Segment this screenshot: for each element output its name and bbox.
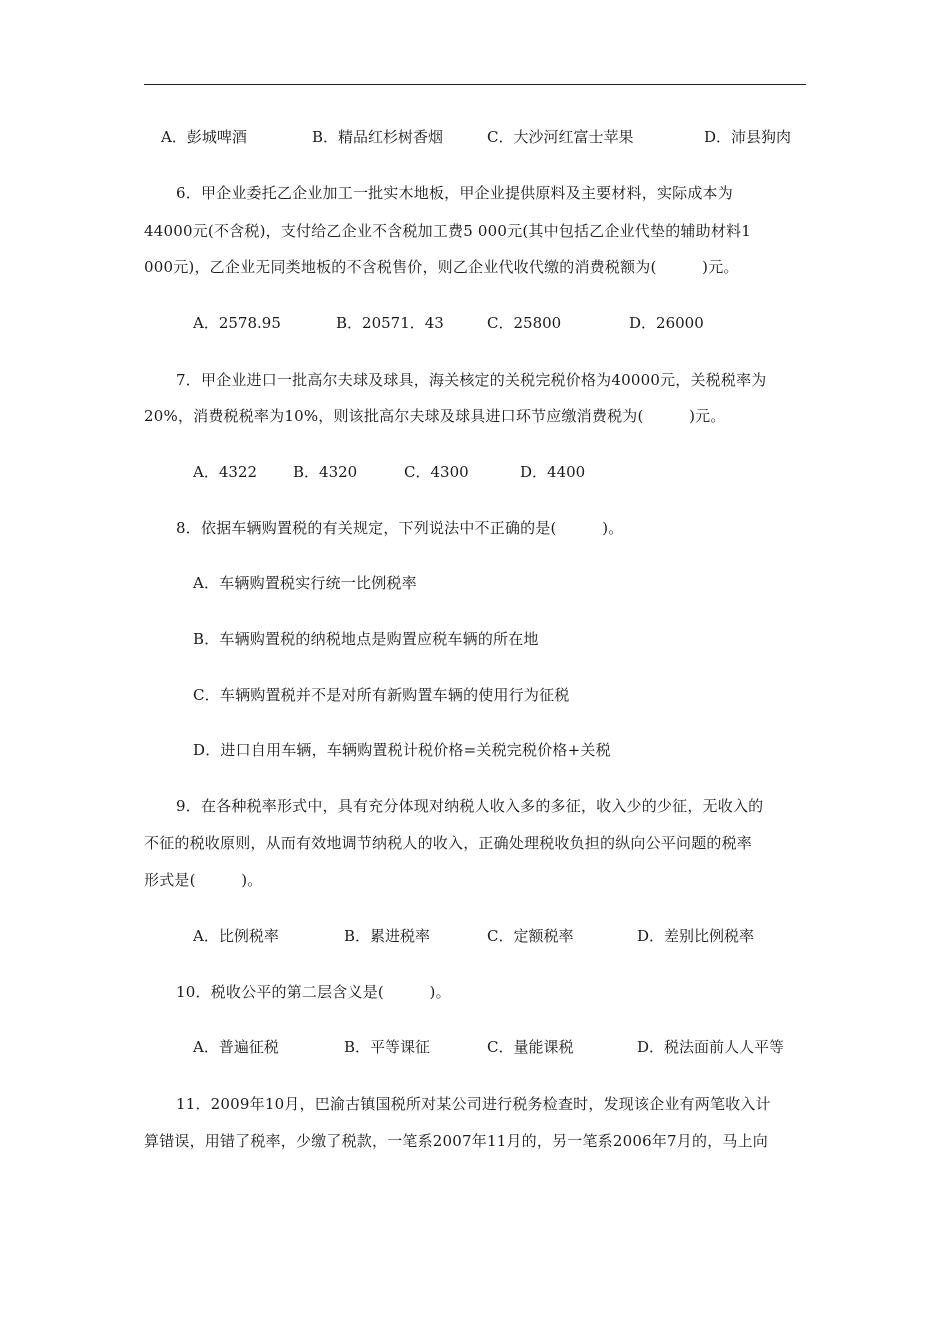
question-6-line-2: 44000元(不含税)，支付给乙企业不含税加工费5 000元(其中包括乙企业代垫的辅助材料1	[144, 222, 751, 240]
question-8-line-1: 8．依据车辆购置税的有关规定，下列说法中不正确的是( )。	[176, 519, 624, 537]
option-d: D．4400	[520, 463, 586, 481]
option-b: B．20571．43	[336, 314, 444, 332]
question-11-line-2: 算错误，用错了税率，少缴了税款，一笔系2007年11月的，另一笔系2006年7月的，马上向	[144, 1132, 768, 1150]
question-10-line-1: 10．税收公平的第二层含义是( )。	[176, 983, 451, 1001]
option-a: A．2578.95	[193, 314, 281, 332]
option-c: C．定额税率	[487, 927, 574, 945]
option-c: C．车辆购置税并不是对所有新购置车辆的使用行为征税	[193, 686, 570, 704]
question-7-line-2: 20%，消费税税率为10%，则该批高尔夫球及球具进口环节应缴消费税为( )元。	[144, 407, 726, 425]
option-b: B．精品红杉树香烟	[312, 128, 444, 146]
question-6-line-1: 6．甲企业委托乙企业加工一批实木地板，甲企业提供原料及主要材料，实际成本为	[176, 184, 733, 202]
option-a: A．比例税率	[193, 927, 279, 945]
question-9-line-1: 9．在各种税率形式中，具有充分体现对纳税人收入多的多征，收入少的少征，无收入的	[176, 797, 764, 815]
option-b: B．累进税率	[344, 927, 431, 945]
option-c: C．量能课税	[487, 1038, 574, 1056]
option-c: C．25800	[487, 314, 562, 332]
question-7-line-1: 7．甲企业进口一批高尔夫球及球具，海关核定的关税完税价格为40000元，关税税率为	[176, 371, 767, 389]
option-d: D．差别比例税率	[637, 927, 755, 945]
option-d: D．进口自用车辆，车辆购置税计税价格=关税完税价格+关税	[193, 741, 611, 759]
option-a: A．彭城啤酒	[161, 128, 247, 146]
header-rule	[144, 84, 806, 85]
option-d: D．税法面前人人平等	[637, 1038, 785, 1056]
option-d: D．沛县狗肉	[704, 128, 792, 146]
option-b: B．车辆购置税的纳税地点是购置应税车辆的所在地	[193, 630, 539, 648]
option-a: A．车辆购置税实行统一比例税率	[193, 574, 417, 592]
option-d: D．26000	[629, 314, 704, 332]
option-c: C．4300	[404, 463, 469, 481]
option-b: B．平等课征	[344, 1038, 431, 1056]
option-c: C．大沙河红富士苹果	[487, 128, 634, 146]
question-6-line-3: 000元)，乙企业无同类地板的不含税售价，则乙企业代收代缴的消费税额为( )元。	[144, 258, 739, 276]
question-11-line-1: 11．2009年10月，巴渝古镇国税所对某公司进行税务检查时，发现该企业有两笔收入计	[176, 1095, 771, 1113]
question-9-line-3: 形式是( )。	[144, 871, 263, 889]
option-a: A．普遍征税	[193, 1038, 279, 1056]
question-9-line-2: 不征的税收原则，从而有效地调节纳税人的收入，正确处理税收负担的纵向公平问题的税率	[144, 834, 753, 852]
option-b: B．4320	[293, 463, 358, 481]
option-a: A．4322	[193, 463, 258, 481]
